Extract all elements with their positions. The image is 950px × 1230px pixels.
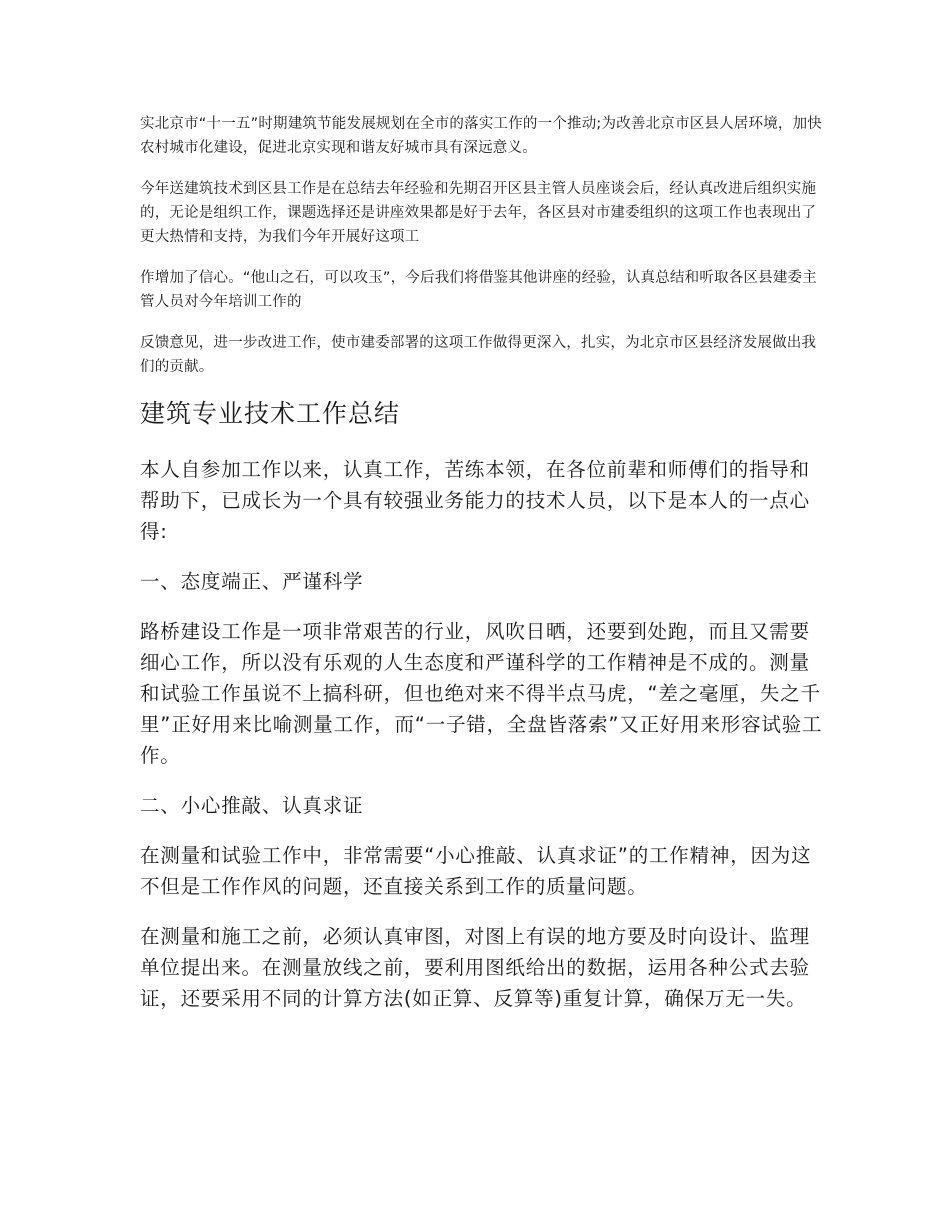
subheading-1: 一、态度端正、严谨科学 xyxy=(140,570,364,593)
paragraph-small-1: 实北京市“十一五”时期建筑节能发展规划在全市的落实工作的一个推动;为改善北京市区县人居环境，加快农村城市化建设，促进北京实现和谐友好城市具有深远意义。 xyxy=(140,116,823,156)
section-title: 建筑专业技术工作总结 xyxy=(140,399,401,428)
paragraph-small-2: 今年送建筑技术到区县工作是在总结去年经验和先期召开区县主管人员座谈会后，经认真改进后组织实施的，无论是组织工作，课题选择还是讲座效果都是好于去年，各区县对市建委组织的这项工作也表现出了更大热情和支持，为我们今年开展好这项工 xyxy=(140,181,817,245)
intro-paragraph: 本人自参加工作以来，认真工作，苦练本领，在各位前辈和师傅们的指导和帮助下，已成长为一个具有较强业务能力的技术人员，以下是本人的一点心得: xyxy=(140,458,810,543)
subheading-2: 二、小心推敲、认真求证 xyxy=(140,794,364,817)
paragraph-3: 在测量和施工之前，必须认真审图，对图上有误的地方要及时向设计、监理单位提出来。在测量放线之前，要利用图纸给出的数据，运用各种公式去验证，还要采用不同的计算方法(如正算、反算等)重复计算，确保万无一失。 xyxy=(140,925,810,1010)
paragraph-1: 路桥建设工作是一项非常艰苦的行业，风吹日晒，还要到处跑，而且又需要细心工作，所以没有乐观的人生态度和严谨科学的工作精神是不成的。测量和试验工作虽说不上搞科研，但也绝对来不得半点马虎，“差之毫厘，失之千里”正好用来比喻测量工作，而“一子错，全盘皆落索”又正好用来形容试验工作。 xyxy=(140,620,823,767)
paragraph-small-3: 作增加了信心。“他山之石，可以攻玉”，今后我们将借鉴其他讲座的经验，认真总结和听取各区县建委主管人员对今年培训工作的 xyxy=(140,270,817,310)
paragraph-small-4: 反馈意见，进一步改进工作，使市建委部署的这项工作做得更深入，扎实，为北京市区县经济发展做出我们的贡献。 xyxy=(140,335,817,375)
document-page xyxy=(140,112,830,1033)
paragraph-2: 在测量和试验工作中，非常需要“小心推敲、认真求证”的工作精神，因为这不但是工作作风的问题，还直接关系到工作的质量问题。 xyxy=(140,844,812,898)
